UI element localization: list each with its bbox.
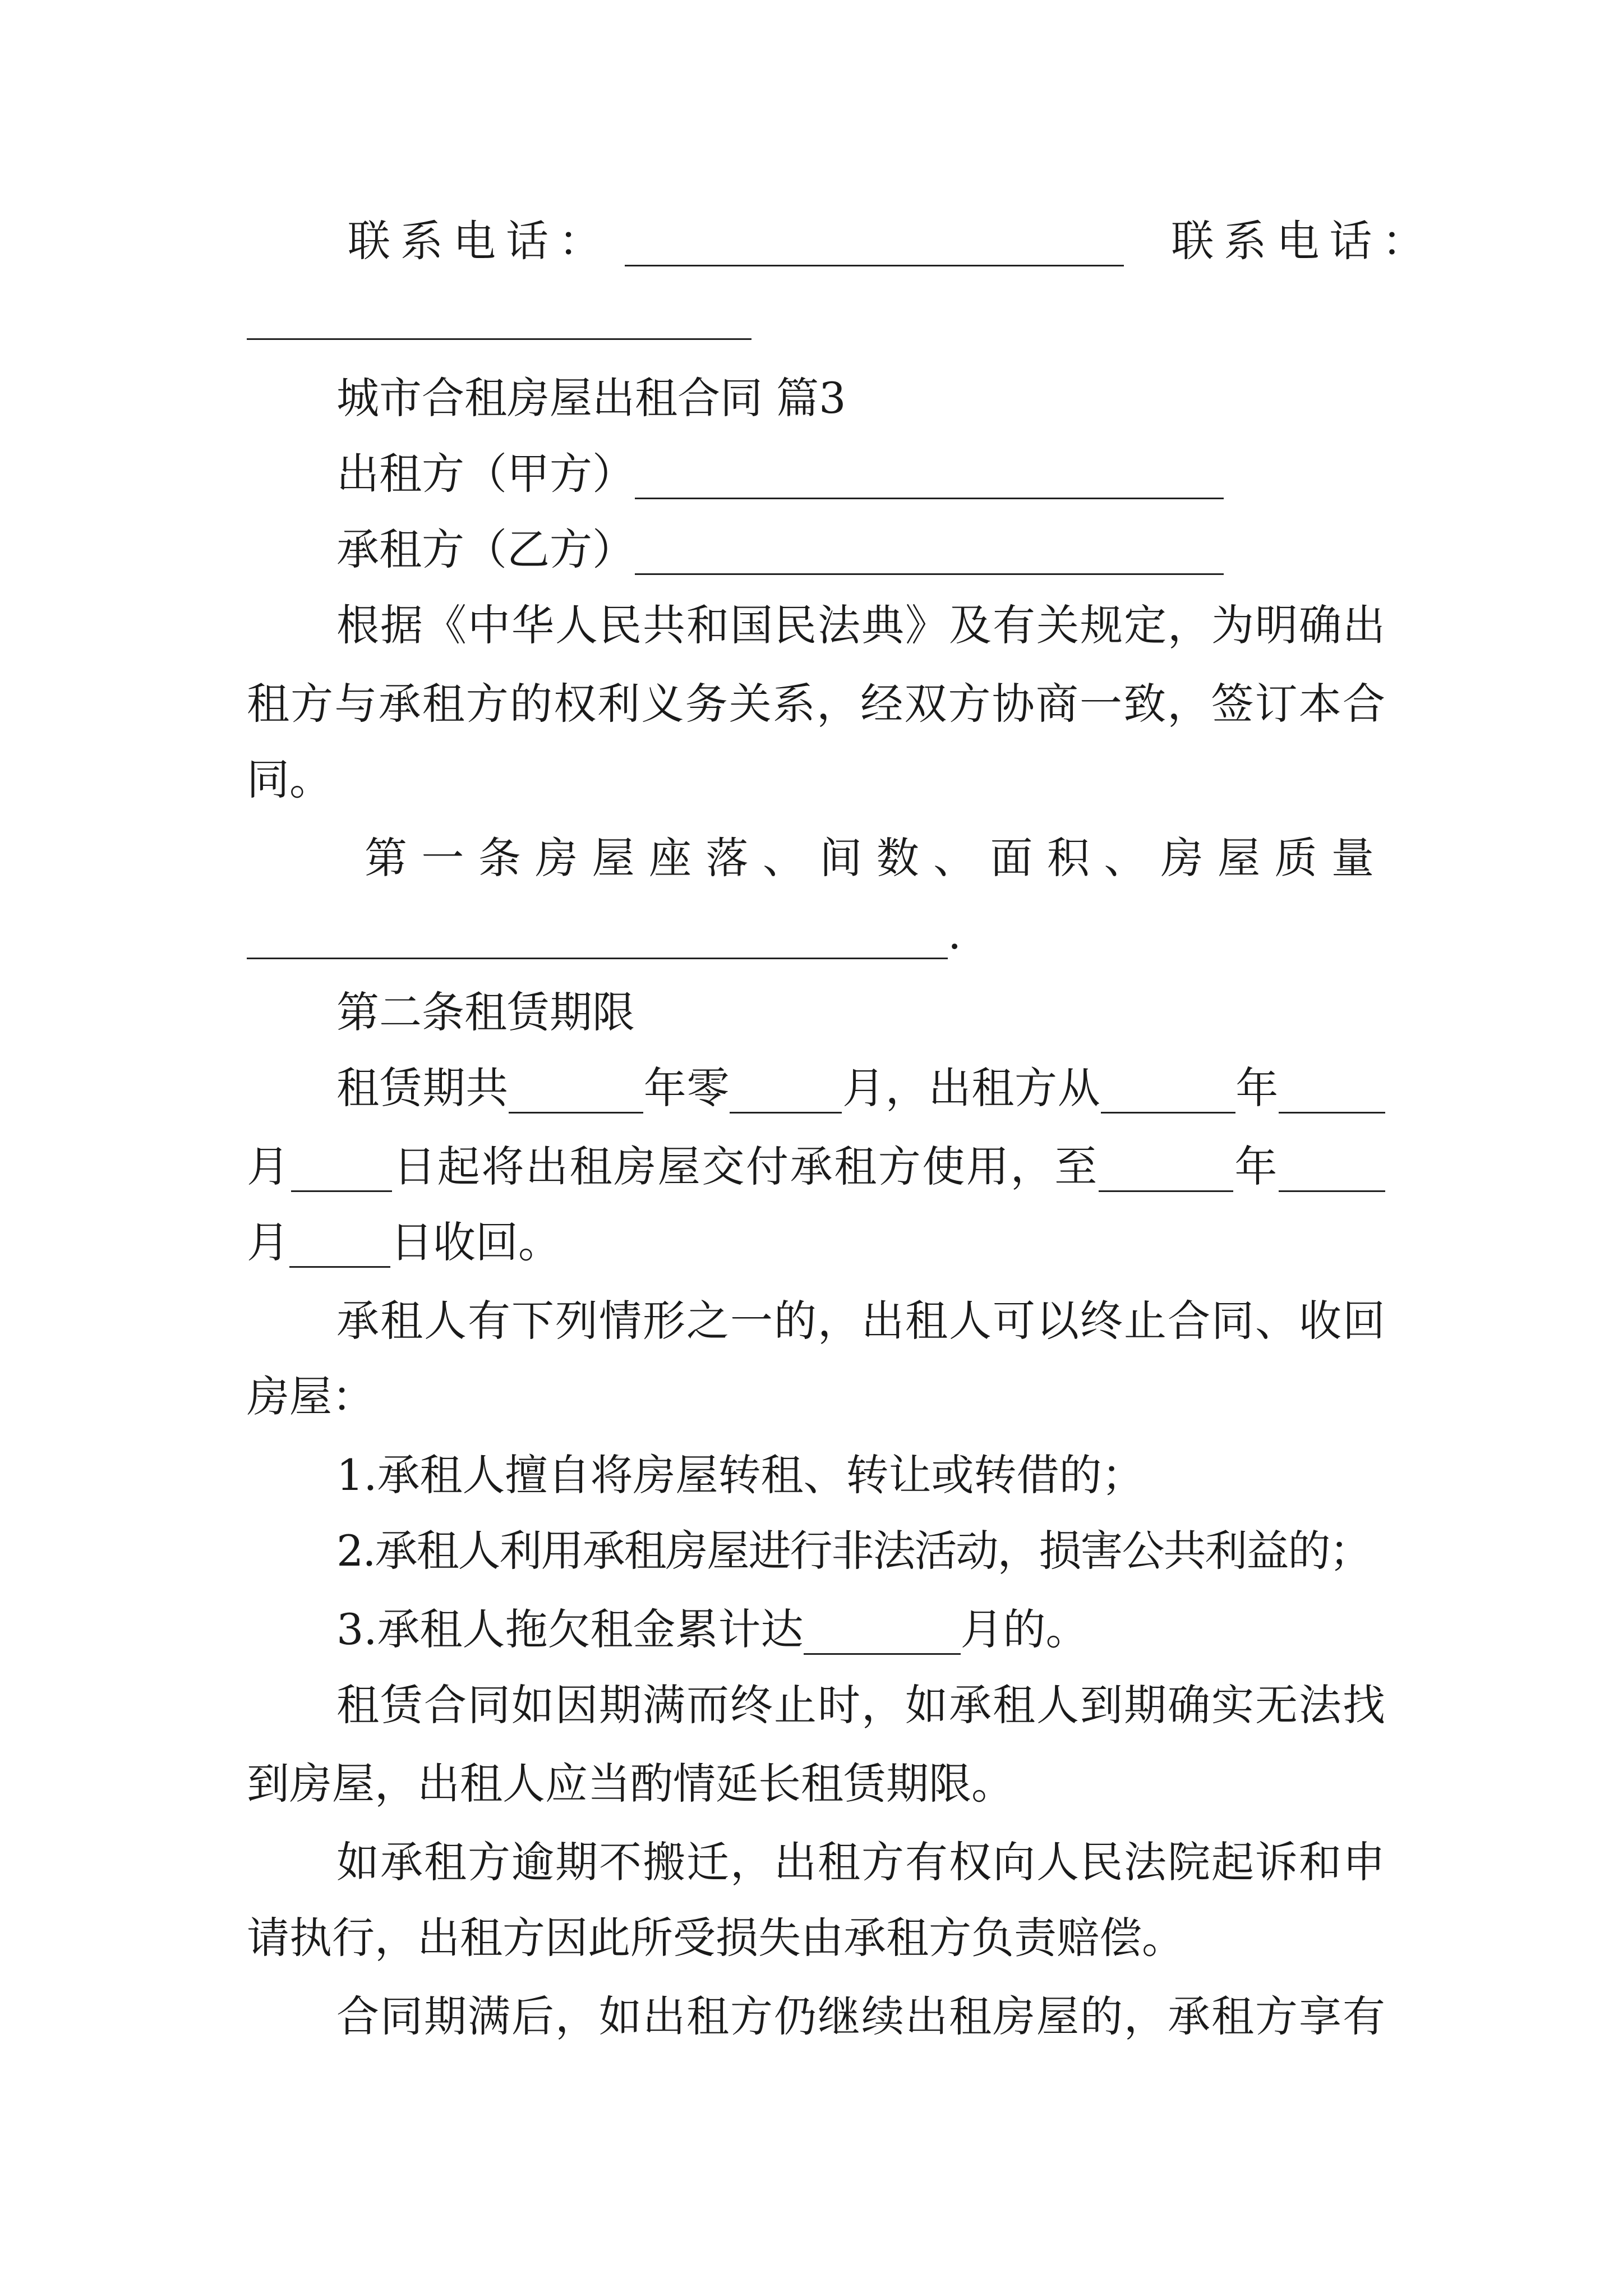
article-2-title: 第二条租赁期限 [336, 987, 635, 1037]
term-text-9: 日收回。 [390, 1217, 561, 1267]
end-year-blank [1099, 1150, 1233, 1192]
term-line-3 [247, 1217, 1385, 1268]
termination-line-1: 承租人有下列情形之一的，出租人可以终止合同、收回 [336, 1296, 1385, 1346]
termination-item-1: 1.承租人擅自将房屋转租、转让或转借的； [336, 1450, 1145, 1500]
lessor-label: 出租方（甲方） [336, 449, 635, 499]
term-text-4: 年 [1235, 1063, 1279, 1113]
term-months-blank [730, 1071, 842, 1114]
article-1: 第一条房屋座落、间数、面积、房屋质量 [365, 833, 1385, 883]
contract-title: 城市合租房屋出租合同 篇3 [336, 373, 846, 423]
contact-phone-label-left: 联系电话： [348, 216, 611, 266]
article-1-blank [247, 917, 948, 959]
end-day-blank [289, 1226, 390, 1268]
start-year-blank [1101, 1071, 1235, 1114]
start-month-blank [1279, 1071, 1385, 1114]
lessee-blank [635, 533, 1224, 575]
term-text-1: 租赁期共 [336, 1063, 509, 1113]
term-text-7: 年 [1233, 1142, 1279, 1191]
article-1-continuation [247, 909, 1385, 959]
term-text-2: 年零 [643, 1063, 730, 1113]
term-text-6: 日起将出租房屋交付承租方使用，至 [391, 1142, 1099, 1191]
expiry-line-2: 到房屋，出租人应当酌情延长租赁期限。 [247, 1759, 1014, 1809]
contact-phone-blank-left [625, 224, 1124, 266]
expiry-line-1: 租赁合同如因期满而终止时，如承租人到期确实无法找 [336, 1680, 1385, 1730]
overdue-line-1: 如承租方逾期不搬迁，出租方有权向人民法院起诉和申 [336, 1837, 1385, 1887]
end-month-blank [1279, 1150, 1385, 1192]
termination-item-3 [336, 1604, 1385, 1655]
start-day-blank [291, 1150, 392, 1192]
lessor-line [336, 449, 1385, 499]
renewal-line-1: 合同期满后，如出租方仍继续出租房屋的，承租方享有 [336, 1991, 1385, 2041]
term-years-blank [509, 1071, 643, 1114]
overdue-line-2: 请执行，出租方因此所受损失由承租方负责赔偿。 [247, 1913, 1184, 1963]
termination-item-2: 2.承租人利用承租房屋进行非法活动，损害公共利益的； [336, 1526, 1371, 1576]
item-3-text-a: 3.承租人拖欠租金累计达 [336, 1604, 804, 1654]
item-3-text-b: 月的。 [960, 1604, 1089, 1654]
contact-phone-blank-right [247, 338, 751, 340]
lessor-blank [635, 457, 1224, 499]
article-1-end: . [948, 909, 962, 959]
contact-phone-label-right: 联系电话： [1171, 216, 1435, 266]
intro-line-3: 同。 [247, 754, 332, 804]
term-text-8: 月 [247, 1217, 289, 1267]
arrears-months-blank [804, 1613, 961, 1655]
lessee-line [336, 524, 1385, 575]
term-line-1 [336, 1063, 1385, 1114]
intro-line-1: 根据《中华人民共和国民法典》及有关规定，为明确出 [336, 600, 1385, 650]
term-text-3: 月，出租方从 [842, 1063, 1101, 1113]
contact-phone-line [348, 216, 1435, 266]
term-line-2 [247, 1142, 1385, 1192]
lessee-label: 承租方（乙方） [336, 524, 635, 574]
term-text-5: 月 [247, 1142, 291, 1191]
intro-line-2: 租方与承租方的权利义务关系，经双方协商一致，签订本合 [247, 679, 1385, 729]
termination-line-2: 房屋： [247, 1372, 375, 1421]
